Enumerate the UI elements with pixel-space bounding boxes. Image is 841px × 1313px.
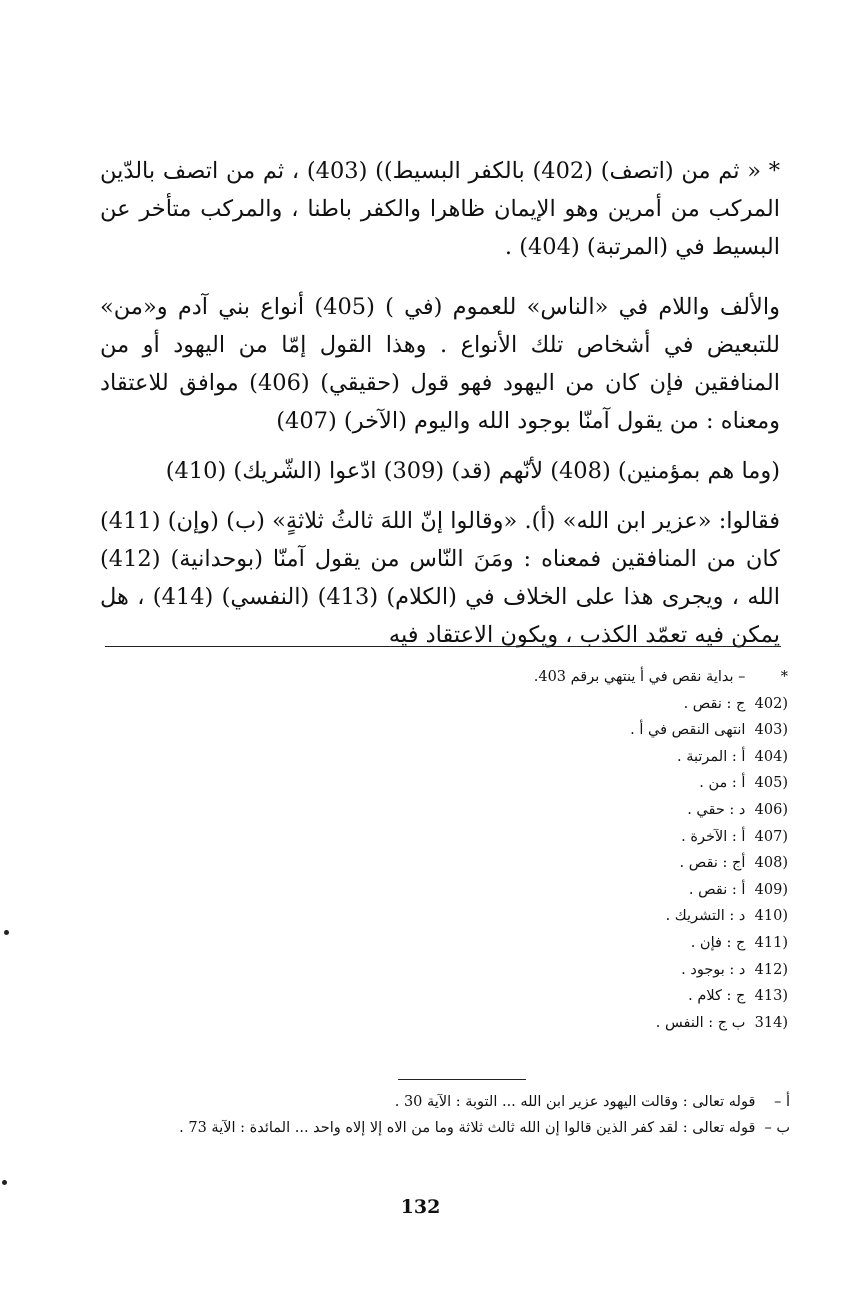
footnote-number: (411: [754, 934, 788, 951]
footnote-divider: [105, 646, 781, 647]
footnote-text: أ : نقص .: [688, 881, 746, 898]
references-list: [140, 1090, 790, 1142]
footnote-number: (407: [754, 828, 788, 845]
reference-text: قوله تعالى : وقالت اليهود عزير ابن الله ... التوبة : الآية 30 .: [394, 1094, 756, 1110]
paragraph: (وما هم بمؤمنين) (408) لأنّهم (قد) (309) ادّعوا (الشّريك) (410): [165, 458, 780, 484]
footnote: [280, 797, 788, 824]
reference-text: قوله تعالى : لقد كفر الذين قالوا إن الله ثالث ثلاثة وما من الاه إلا إلاه واحد ... المائدة : الآية 73 .: [179, 1120, 756, 1136]
footnote-number: (408: [754, 855, 788, 872]
footnote: [280, 983, 788, 1010]
footnote-text: انتهى النقص في أ .: [630, 722, 746, 739]
page-number: 132: [400, 1196, 441, 1218]
footnote: [280, 850, 788, 877]
footnote: [280, 717, 788, 744]
footnote: [280, 691, 788, 718]
footnote-text: أ : الآخرة .: [681, 828, 746, 845]
footnote: [280, 824, 788, 851]
footnote: [280, 770, 788, 797]
reference-divider: [398, 1079, 526, 1080]
footnote-number: (405: [754, 775, 788, 792]
reference: [140, 1116, 790, 1140]
footnote-text: أ : من .: [699, 775, 746, 792]
footnote-number: (403: [754, 722, 788, 739]
footnote-number: (402: [754, 695, 788, 712]
footnote: [280, 877, 788, 904]
scan-speck: [4, 930, 9, 935]
footnote: [280, 903, 788, 930]
reference-label: أ –: [774, 1094, 790, 1110]
footnote-number: (413: [754, 988, 788, 1005]
footnote-number: (410: [754, 908, 788, 925]
footnote: [280, 664, 788, 691]
footnote-number: (412: [754, 961, 788, 978]
footnote-text: أ : المرتبة .: [677, 748, 746, 765]
reference-label: ب –: [764, 1120, 790, 1136]
footnote-text: د : حقي .: [687, 801, 746, 818]
footnote-text: ج : نقص .: [683, 695, 746, 712]
footnotes-list: [280, 664, 788, 1036]
paragraph: فقالوا: «عزير ابن الله» (أ). «وقالوا إنّ اللهَ ثالثُ ثلاثةٍ» (ب) (وإن) (411) كان من المنافقين فمعناه : ومَنَ النّاس من يقول آمنّا (بوحدانية) (412) الله ، ويجرى هذا على الخلاف في (الكلام) (413) (النفسي) (414) ، هل يمكن فيه تعمّد الكذب ، ويكون الاعتقاد فيه: [100, 508, 780, 648]
reference: [140, 1090, 790, 1114]
footnote-number: (409: [754, 881, 788, 898]
footnote-number: (406: [754, 801, 788, 818]
scan-speck: [2, 1180, 7, 1185]
footnote-text: د : بوجود .: [681, 961, 746, 978]
footnote-text: ب ج : النفس .: [655, 1014, 746, 1031]
footnote-text: ج : كلام .: [688, 988, 746, 1005]
paragraph: * « ثم من (اتصف) (402) بالكفر البسيط)) (403) ، ثم من اتصف بالدّين المركب من أمرين وهو الإيمان ظاهرا والكفر باطنا ، والمركب متأخر عن البسيط في (المرتبة) (404) .: [100, 158, 781, 260]
footnote: [280, 744, 788, 771]
footnote-text: أج : نقص .: [679, 855, 746, 872]
paragraph: والألف واللام في «الناس» للعموم (في ) (405) أنواع بني آدم و«من» للتبعيض في أشخاص تلك الأنواع . وهذا القول إمّا من اليهود أو من المنافقين فإن كان من اليهود فهو قول (حقيقي) (406) موافق للاعتقاد ومعناه : من يقول آمنّا بوجود الله واليوم (الآخر) (407): [100, 294, 780, 434]
footnote-text: ج : فإن .: [690, 934, 746, 951]
footnote-number: (314: [754, 1014, 788, 1031]
footnote: [280, 1010, 788, 1037]
footnote-text: – بداية نقص في أ ينتهي برقم 403.: [533, 669, 746, 685]
footnote-text: د : التشريك .: [665, 908, 746, 925]
footnote: [280, 957, 788, 984]
main-text: [100, 152, 780, 666]
footnote-number: (404: [754, 748, 788, 765]
footnote-number: *: [780, 669, 788, 685]
footnote: [280, 930, 788, 957]
